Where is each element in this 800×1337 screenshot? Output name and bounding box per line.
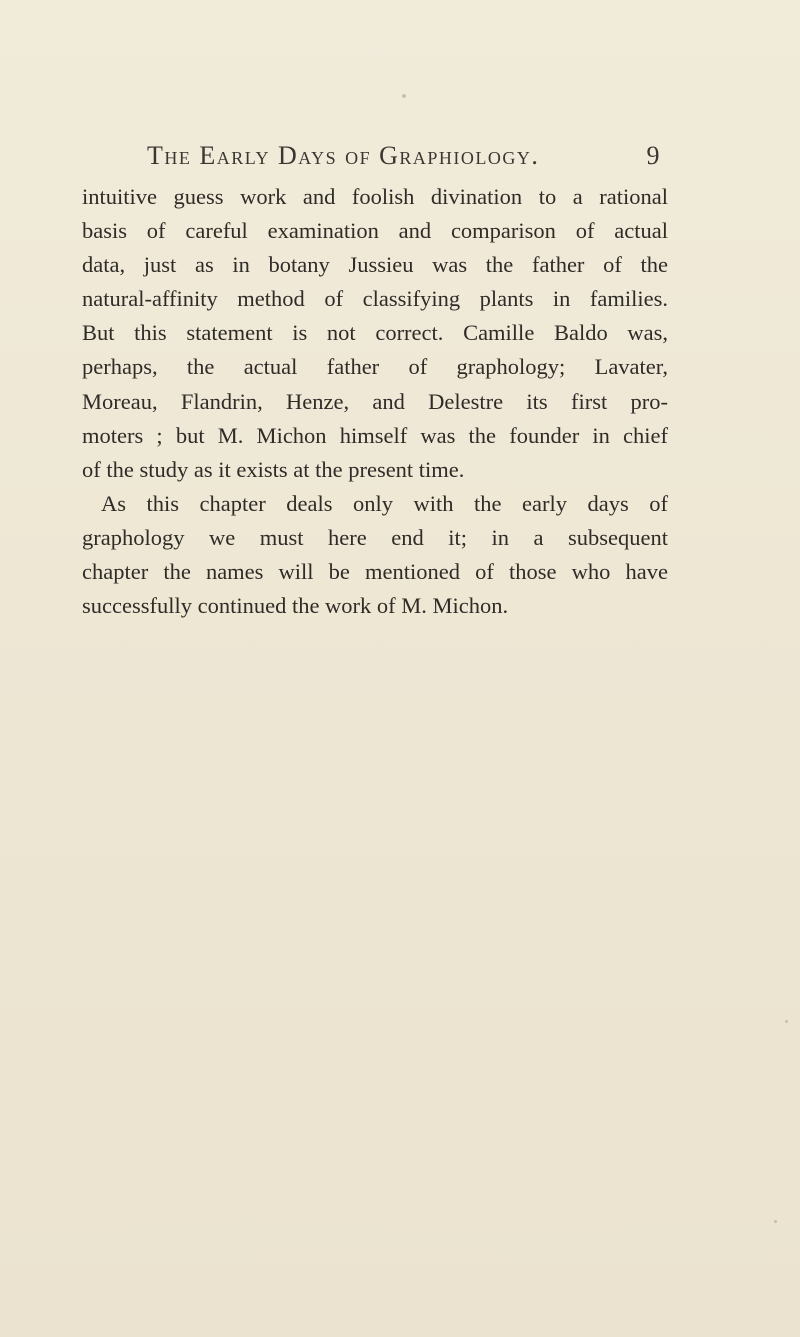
body-text [82, 180, 668, 623]
paragraph-1 [82, 180, 668, 487]
text-line: data, just as in botany Jussieu was the father of the [82, 252, 668, 278]
text-line: perhaps, the actual father of graphology; Lavater, [82, 354, 668, 380]
running-title: The Early Days of Graphiology. [147, 141, 540, 170]
running-head [147, 141, 661, 181]
text-line: But this statement is not correct. Camille Baldo was, [82, 320, 668, 346]
paper-speck [774, 1220, 777, 1223]
text-line: Moreau, Flandrin, Henze, and Delestre its first pro- [82, 388, 668, 414]
text-line: natural-affinity method of classifying plants in families. [82, 286, 668, 312]
text-line: intuitive guess work and foolish divination to a rational [82, 184, 668, 209]
text-line: of the study as it exists at the present time. [82, 456, 465, 482]
text-line: successfully continued the work of M. Michon. [82, 593, 509, 619]
paragraph-2 [82, 487, 668, 623]
paper-speck [402, 94, 406, 98]
text-line: graphology we must here end it; in a subsequent [82, 524, 668, 550]
paper-speck [785, 1020, 788, 1023]
text-line: moters ; but M. Michon himself was the founder in chief [82, 422, 668, 448]
page-number: 9 [646, 141, 661, 170]
text-line: basis of careful examination and comparison of actual [82, 218, 668, 244]
text-line: As this chapter deals only with the early days of [101, 490, 668, 516]
text-line: chapter the names will be mentioned of those who have [82, 559, 668, 585]
